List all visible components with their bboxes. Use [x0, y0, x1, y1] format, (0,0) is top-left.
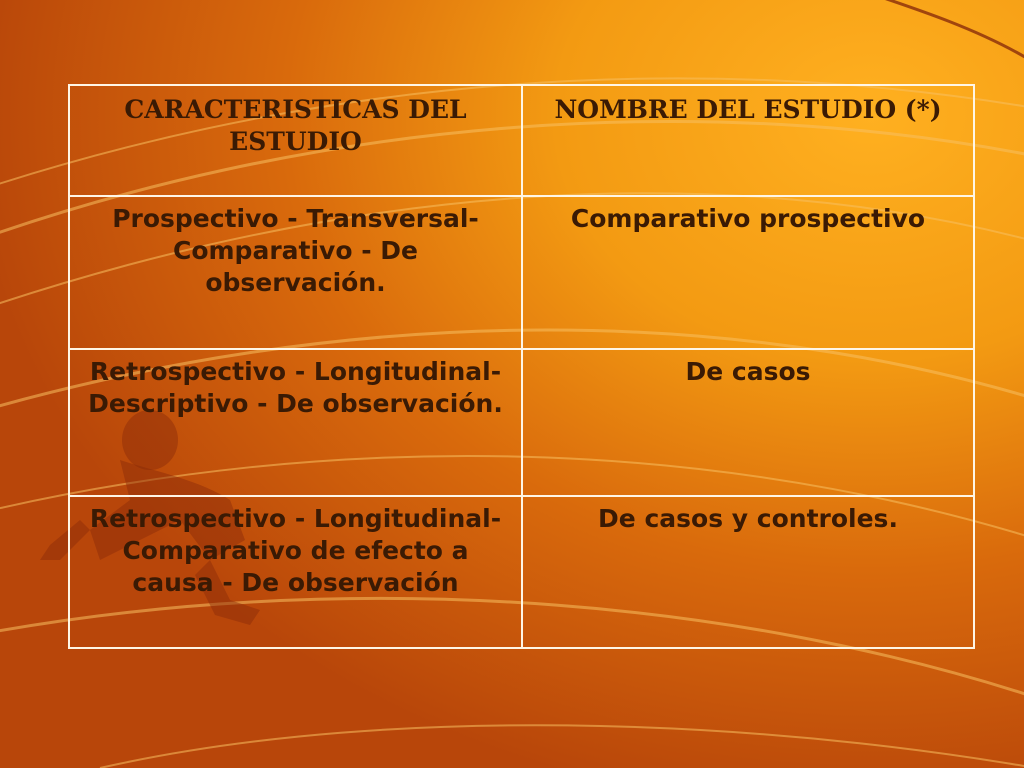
table-row: [69, 196, 974, 349]
header-study-name: NOMBRE DEL ESTUDIO (*): [522, 85, 974, 196]
cell-study-name: De casos: [522, 349, 974, 496]
table-row: [69, 496, 974, 648]
cell-characteristics: Prospectivo - Transversal-Comparativo - De observación.: [69, 196, 522, 349]
study-types-table: [68, 84, 975, 649]
table-header-row: [69, 85, 974, 196]
cell-study-name: De casos y controles.: [522, 496, 974, 648]
table-row: [69, 349, 974, 496]
cell-characteristics: Retrospectivo - Longitudinal-Descriptivo - De observación.: [69, 349, 522, 496]
cell-characteristics: Retrospectivo - Longitudinal-Comparativo de efecto a causa - De observación: [69, 496, 522, 648]
cell-study-name: Comparativo prospectivo: [522, 196, 974, 349]
header-characteristics: CARACTERISTICAS DEL ESTUDIO: [69, 85, 522, 196]
study-types-table-wrap: [68, 84, 973, 649]
